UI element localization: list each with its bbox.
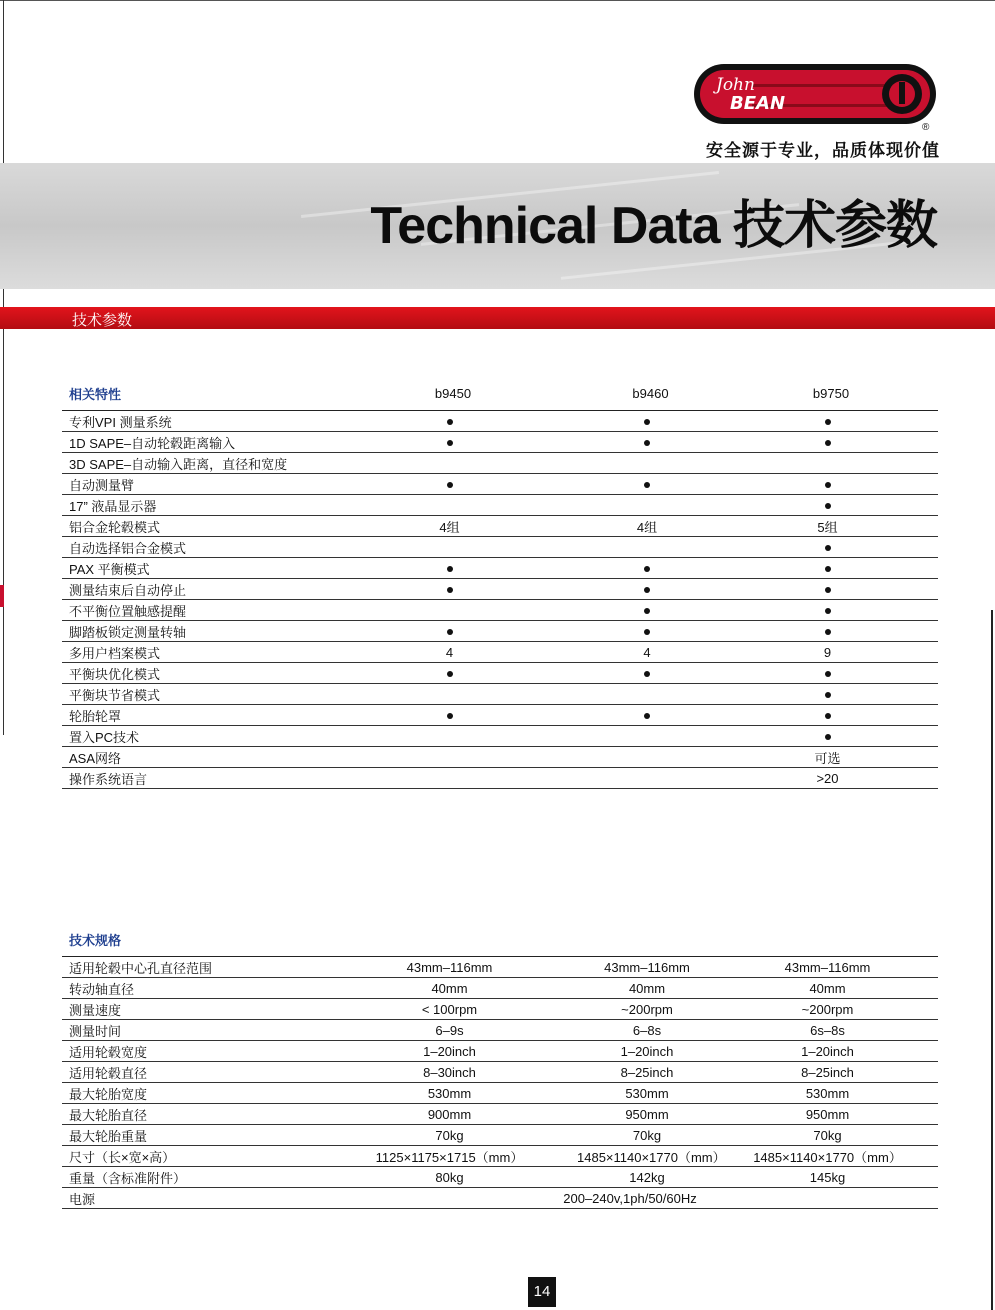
feature-value <box>322 621 577 642</box>
spec-value: 1485×1140×1770（mm） <box>717 1146 938 1167</box>
page-right-border <box>991 610 993 1310</box>
feature-value <box>717 621 938 642</box>
spec-value: 530mm <box>577 1083 717 1104</box>
spec-value: < 100rpm <box>322 999 577 1020</box>
feature-label: 17” 液晶显示器 <box>62 495 322 516</box>
feature-value <box>577 579 717 600</box>
feature-label: 3D SAPE–自动输入距离，直径和宽度 <box>62 453 322 474</box>
bullet-dot-icon <box>825 671 831 677</box>
spec-value: 40mm <box>717 978 938 999</box>
feature-label: 专利VPI 测量系统 <box>62 411 322 432</box>
feature-row <box>62 474 938 495</box>
feature-value <box>717 474 938 495</box>
spec-label: 最大轮胎重量 <box>62 1125 322 1146</box>
section-bar <box>0 307 995 329</box>
spec-value: 1485×1140×1770（mm） <box>577 1146 717 1167</box>
features-header-row <box>62 376 938 411</box>
feature-value: 4组 <box>577 516 717 537</box>
feature-value <box>322 768 577 789</box>
feature-value <box>577 768 717 789</box>
feature-row <box>62 663 938 684</box>
spec-value: 80kg <box>322 1167 577 1188</box>
page-number: 14 <box>528 1277 556 1307</box>
feature-row <box>62 537 938 558</box>
brand-slogan: 安全源于专业，品质体现价值 <box>706 141 940 160</box>
spec-row <box>62 957 938 978</box>
spec-value: 40mm <box>577 978 717 999</box>
bullet-dot-icon <box>644 482 650 488</box>
title-banner <box>0 163 995 289</box>
feature-row <box>62 621 938 642</box>
bullet-dot-icon <box>447 587 453 593</box>
feature-value: 4 <box>577 642 717 663</box>
spec-value: 70kg <box>322 1125 577 1146</box>
feature-value: 5组 <box>717 516 938 537</box>
bullet-dot-icon <box>644 587 650 593</box>
spec-row <box>62 1020 938 1041</box>
feature-value <box>577 600 717 621</box>
spec-label: 尺寸（长×宽×高） <box>62 1146 322 1167</box>
feature-value <box>577 495 717 516</box>
bullet-dot-icon <box>447 482 453 488</box>
spec-value: 950mm <box>717 1104 938 1125</box>
spec-label: 测量时间 <box>62 1020 322 1041</box>
specs-header-label: 技术规格 <box>62 922 938 957</box>
feature-row <box>62 432 938 453</box>
spec-label: 重量（含标准附件） <box>62 1167 322 1188</box>
spec-row <box>62 1104 938 1125</box>
bullet-dot-icon <box>447 629 453 635</box>
feature-label: 平衡块优化模式 <box>62 663 322 684</box>
bullet-dot-icon <box>825 419 831 425</box>
bullet-dot-icon <box>825 713 831 719</box>
spec-row <box>62 978 938 999</box>
bullet-dot-icon <box>825 587 831 593</box>
spec-label: 适用轮毂直径 <box>62 1062 322 1083</box>
feature-row <box>62 684 938 705</box>
spec-label: 最大轮胎直径 <box>62 1104 322 1125</box>
feature-row <box>62 726 938 747</box>
spec-value: 43mm–116mm <box>717 957 938 978</box>
spec-value: 530mm <box>322 1083 577 1104</box>
page-left-border <box>3 0 4 735</box>
feature-label: 自动选择铝合金模式 <box>62 537 322 558</box>
feature-value <box>322 558 577 579</box>
bullet-dot-icon <box>447 713 453 719</box>
feature-value <box>717 600 938 621</box>
specs-table <box>62 922 938 1209</box>
feature-value <box>577 663 717 684</box>
logo-text-john: John <box>716 75 755 95</box>
spec-label: 转动轴直径 <box>62 978 322 999</box>
spec-value: 43mm–116mm <box>322 957 577 978</box>
feature-value <box>322 579 577 600</box>
spec-value: 1125×1175×1715（mm） <box>322 1146 577 1167</box>
spec-row <box>62 1041 938 1062</box>
spec-row <box>62 1125 938 1146</box>
feature-row <box>62 516 938 537</box>
spec-row <box>62 1062 938 1083</box>
feature-value <box>577 621 717 642</box>
feature-value <box>577 726 717 747</box>
feature-row <box>62 705 938 726</box>
spec-label: 电源 <box>62 1188 322 1209</box>
feature-value <box>322 453 577 474</box>
bullet-dot-icon <box>644 566 650 572</box>
feature-value <box>717 684 938 705</box>
bullet-dot-icon <box>825 566 831 572</box>
spec-value: 8–30inch <box>322 1062 577 1083</box>
spec-label: 适用轮毂宽度 <box>62 1041 322 1062</box>
feature-value <box>322 726 577 747</box>
spec-value: 950mm <box>577 1104 717 1125</box>
bullet-dot-icon <box>644 608 650 614</box>
spec-row <box>62 1146 938 1167</box>
feature-value <box>577 453 717 474</box>
feature-value <box>577 432 717 453</box>
bullet-dot-icon <box>644 419 650 425</box>
feature-value <box>322 705 577 726</box>
feature-value <box>322 600 577 621</box>
feature-value <box>717 432 938 453</box>
feature-value: >20 <box>717 768 938 789</box>
bullet-dot-icon <box>825 629 831 635</box>
feature-value <box>577 558 717 579</box>
features-table <box>62 376 938 789</box>
bullet-dot-icon <box>825 692 831 698</box>
spec-value: ~200rpm <box>717 999 938 1020</box>
spec-value: 70kg <box>717 1125 938 1146</box>
feature-label: 铝合金轮毂模式 <box>62 516 322 537</box>
bullet-dot-icon <box>825 608 831 614</box>
logo-text-bean: BEAN <box>730 93 786 114</box>
feature-value <box>322 747 577 768</box>
feature-row <box>62 579 938 600</box>
feature-label: 测量结束后自动停止 <box>62 579 322 600</box>
feature-value: 9 <box>717 642 938 663</box>
feature-value <box>577 705 717 726</box>
bullet-dot-icon <box>644 671 650 677</box>
model-b9450: b9450 <box>322 376 577 411</box>
feature-value <box>717 558 938 579</box>
feature-row <box>62 495 938 516</box>
feature-value <box>322 684 577 705</box>
feature-value <box>717 453 938 474</box>
feature-value: 4组 <box>322 516 577 537</box>
page-title: Technical Data 技术参数 <box>370 197 937 255</box>
bullet-dot-icon <box>447 419 453 425</box>
john-bean-logo <box>692 62 938 126</box>
spec-row <box>62 1167 938 1188</box>
spec-value: 900mm <box>322 1104 577 1125</box>
feature-value <box>717 663 938 684</box>
bullet-dot-icon <box>825 482 831 488</box>
spec-label: 最大轮胎宽度 <box>62 1083 322 1104</box>
spec-value: 6s–8s <box>717 1020 938 1041</box>
feature-value: 4 <box>322 642 577 663</box>
feature-value <box>577 684 717 705</box>
feature-value <box>717 411 938 432</box>
bullet-dot-icon <box>447 671 453 677</box>
section-bar-label: 技术参数 <box>72 312 133 329</box>
feature-label: 轮胎轮罩 <box>62 705 322 726</box>
model-b9460: b9460 <box>577 376 717 411</box>
bullet-dot-icon <box>825 440 831 446</box>
spec-value: 40mm <box>322 978 577 999</box>
specs-header-row <box>62 922 938 957</box>
spec-value: 70kg <box>577 1125 717 1146</box>
feature-value <box>717 705 938 726</box>
bullet-dot-icon <box>644 713 650 719</box>
feature-value <box>577 537 717 558</box>
feature-label: 自动测量臂 <box>62 474 322 495</box>
spec-row-power <box>62 1188 938 1209</box>
feature-value <box>322 495 577 516</box>
bullet-dot-icon <box>644 440 650 446</box>
feature-value <box>322 537 577 558</box>
feature-value <box>322 663 577 684</box>
spec-label: 测量速度 <box>62 999 322 1020</box>
feature-value <box>322 474 577 495</box>
feature-value <box>717 495 938 516</box>
feature-row <box>62 768 938 789</box>
spec-row <box>62 1083 938 1104</box>
feature-row <box>62 558 938 579</box>
feature-row <box>62 642 938 663</box>
feature-value <box>577 747 717 768</box>
bullet-dot-icon <box>447 566 453 572</box>
spec-value: ~200rpm <box>577 999 717 1020</box>
spec-value: 43mm–116mm <box>577 957 717 978</box>
spec-value: 8–25inch <box>717 1062 938 1083</box>
page-top-border <box>0 0 995 1</box>
margin-red-marker <box>0 585 4 607</box>
spec-label: 适用轮毂中心孔直径范围 <box>62 957 322 978</box>
feature-label: 操作系统语言 <box>62 768 322 789</box>
feature-label: 置入PC技术 <box>62 726 322 747</box>
feature-row <box>62 600 938 621</box>
spec-row <box>62 999 938 1020</box>
spec-value: 530mm <box>717 1083 938 1104</box>
feature-label: 多用户档案模式 <box>62 642 322 663</box>
feature-value <box>717 726 938 747</box>
feature-row <box>62 453 938 474</box>
feature-value <box>322 411 577 432</box>
bullet-dot-icon <box>447 440 453 446</box>
feature-value <box>717 579 938 600</box>
spec-value: 1–20inch <box>577 1041 717 1062</box>
features-header-label: 相关特性 <box>62 376 322 411</box>
spec-value: 1–20inch <box>717 1041 938 1062</box>
spec-value-power: 200–240v,1ph/50/60Hz <box>322 1188 938 1209</box>
spec-value: 145kg <box>717 1167 938 1188</box>
feature-value <box>577 474 717 495</box>
model-b9750: b9750 <box>717 376 938 411</box>
spec-value: 8–25inch <box>577 1062 717 1083</box>
spec-value: 1–20inch <box>322 1041 577 1062</box>
feature-label: 平衡块节省模式 <box>62 684 322 705</box>
bullet-dot-icon <box>825 734 831 740</box>
spec-value: 6–8s <box>577 1020 717 1041</box>
bullet-dot-icon <box>825 503 831 509</box>
feature-label: 脚踏板锁定测量转轴 <box>62 621 322 642</box>
feature-label: 1D SAPE–自动轮毂距离输入 <box>62 432 322 453</box>
feature-label: PAX 平衡模式 <box>62 558 322 579</box>
feature-value <box>577 411 717 432</box>
feature-row <box>62 747 938 768</box>
bullet-dot-icon <box>825 545 831 551</box>
spec-value: 6–9s <box>322 1020 577 1041</box>
registered-mark: ® <box>922 122 930 133</box>
feature-label: 不平衡位置触感提醒 <box>62 600 322 621</box>
feature-row <box>62 411 938 432</box>
feature-value <box>322 432 577 453</box>
feature-value: 可选 <box>717 747 938 768</box>
feature-label: ASA网络 <box>62 747 322 768</box>
feature-value <box>717 537 938 558</box>
bullet-dot-icon <box>644 629 650 635</box>
spec-value: 142kg <box>577 1167 717 1188</box>
